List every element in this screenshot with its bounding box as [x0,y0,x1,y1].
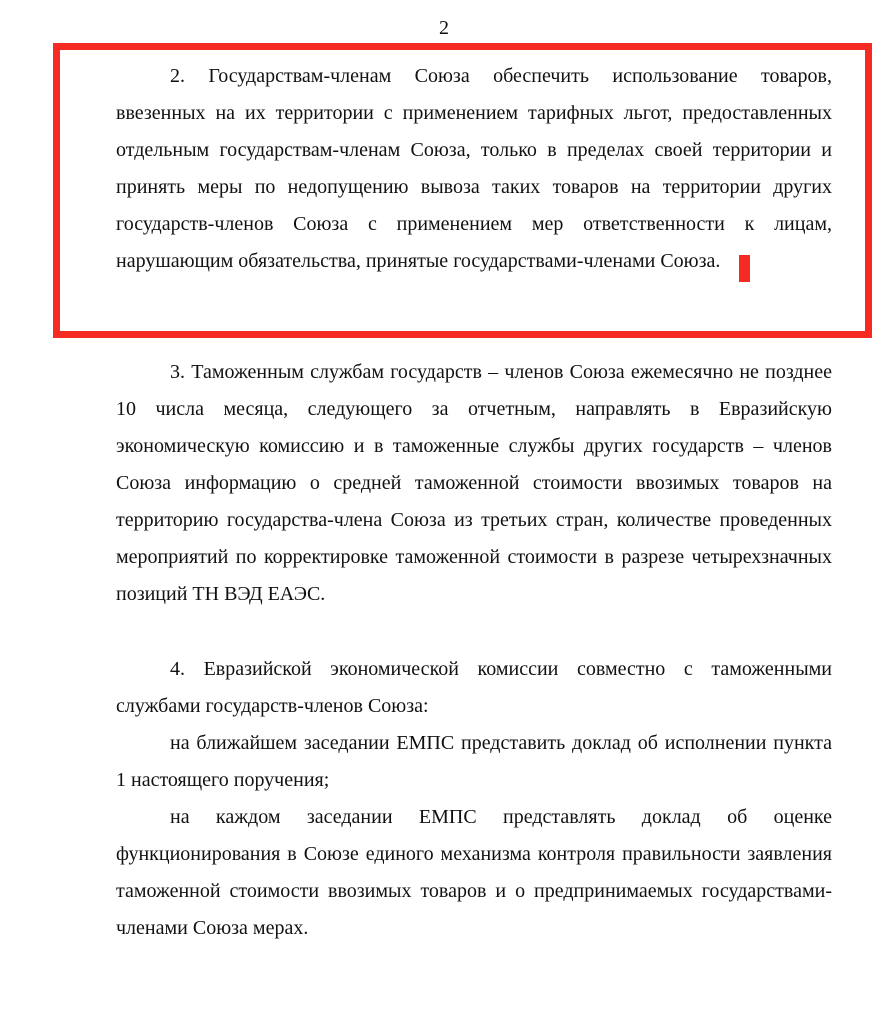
page-number: 2 [439,17,449,39]
paragraph-3: 3. Таможенным службам государств – членов Союза ежемесячно не позднее 10 числа месяца, следующего за отчетным, направлять в Евразийскую экономическую комиссию и в таможенные службы других государств – членов Союза информацию о средней таможенной стоимости ввозимых товаров на территорию государства-члена Союза из третьих стран, количестве проведенных мероприятий по корректировке таможенной стоимости в разрезе четырехзначных позиций ТН ВЭД ЕАЭС. [116,361,832,605]
paragraph-4: 4. Евразийской экономической комиссии совместно с таможенными службами государств-членов Союза: [116,658,832,717]
paragraph-4-item-1: на ближайшем заседании ЕМПС представить доклад об исполнении пункта 1 настоящего поручения; [116,732,832,791]
paragraph-2: 2. Государствам-членам Союза обеспечить использование товаров, ввезенных на их территории с применением тарифных льгот, предоставленных отдельным государствам-членам Союза, только в пределах своей территории и принять меры по недопущению вывоза таких товаров на территории других государств-членов Союза с применением мер ответственности к лицам, нарушающим обязательства, принятые государствами-членами Союза. [116,65,832,272]
text-cursor-marker [739,255,750,282]
paragraph-4-item-2: на каждом заседании ЕМПС представлять доклад об оценке функционирования в Союзе единого механизма контроля правильности заявления таможенной стоимости ввозимых товаров и о предпринимаемых государствами-членами Союза мерах. [116,806,832,939]
